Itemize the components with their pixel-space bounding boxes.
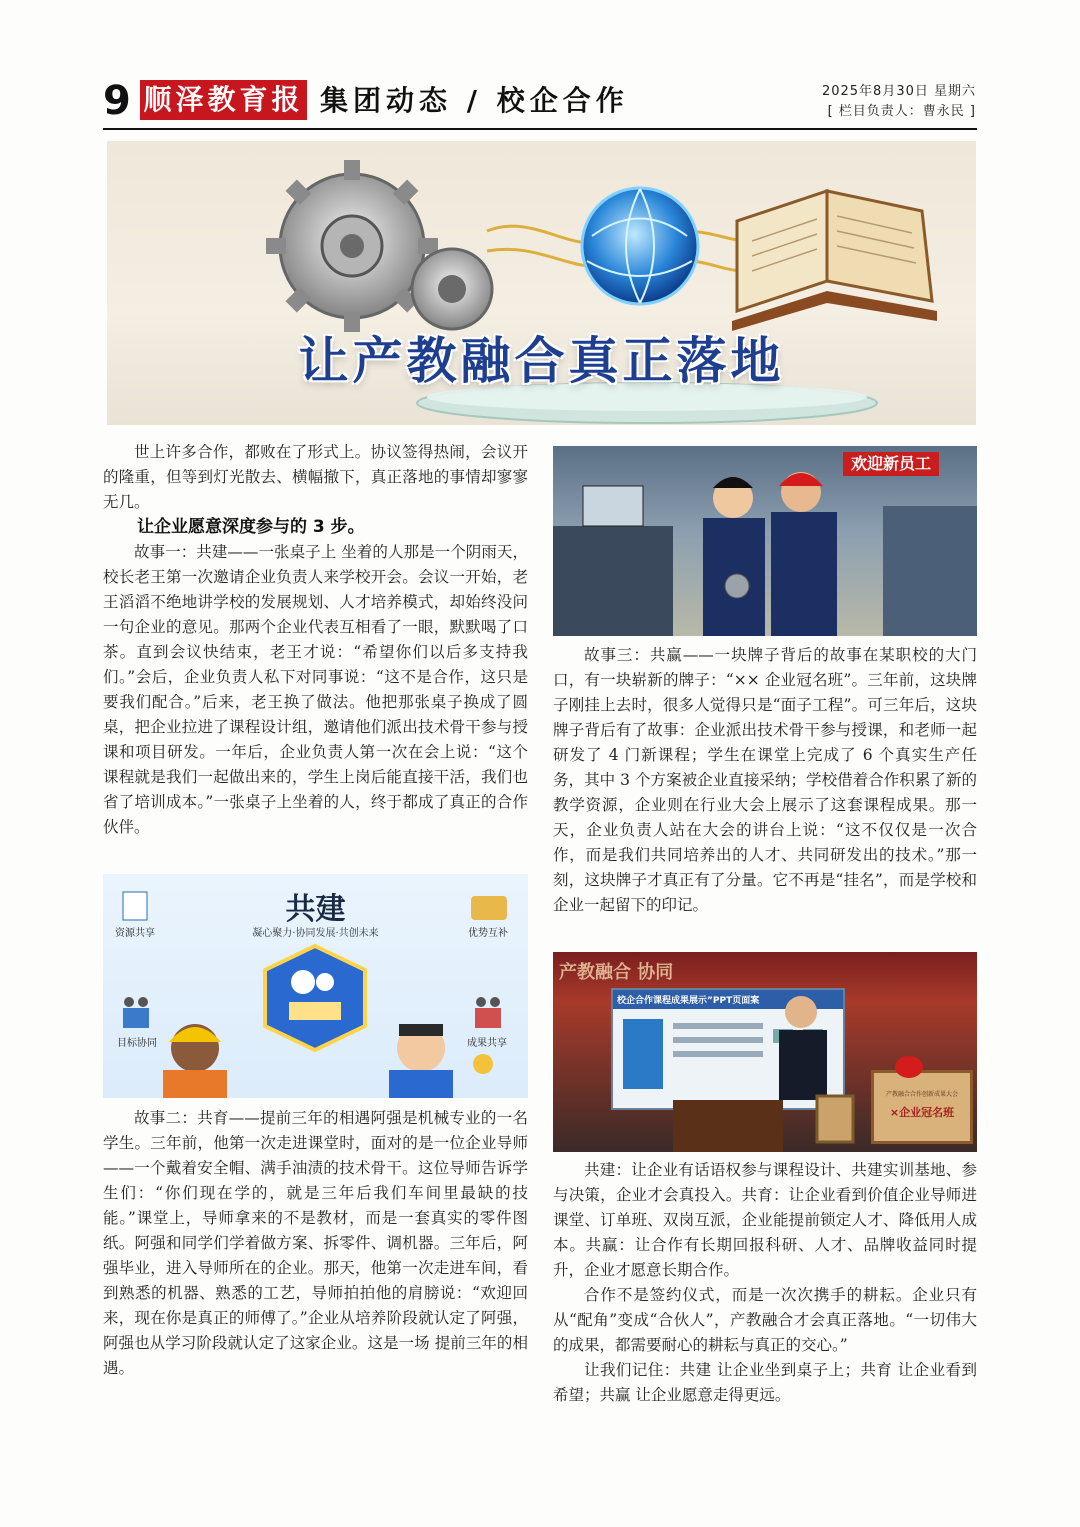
machine-right xyxy=(883,506,977,636)
label-complementary: 优势互补 xyxy=(468,928,508,939)
welcome-banner: 欢迎新员工 xyxy=(843,452,939,476)
ceremony-photo xyxy=(553,952,977,1152)
lathe-machine xyxy=(553,526,673,636)
gear-part-icon xyxy=(725,574,749,598)
infographic-art xyxy=(103,874,528,1098)
screen-title: 校企合作课程成果展示”PPT页面案 xyxy=(613,990,843,1009)
section-title: 集团动态 / 校企合作 xyxy=(320,84,629,117)
podium xyxy=(673,1100,783,1152)
book-icon xyxy=(732,191,937,331)
story-one-paragraph: 故事一：共建——一张桌子上 坐着的人那是一个阴雨天，校长老王第一次邀请企业负责人来学校开会。会议一开始，老王滔滔不绝地讲学校的发展规划、人才培养模式，却始终没问一句企业的意见。那两个企业代表互相看了一眼，默默喝了口茶。直到会议快结束，老王才说：“希望你们以后多支持我们。”会后，企业负责人私下对同事说：“这不是合作，这只是要我们配合。”后来，老王换了做法。他把那张桌子换成了圆桌，把企业拉进了课程设计组，邀请他们派出技术骨干参与授课和项目研发。一年后，企业负责人第一次在会上说：“这个课程就是我们一起做出来的，学生上岗后能直接干活，我们也省了培训成本。”一张桌子上坐着的人，终于都成了真正的合作伙伴。 xyxy=(103,543,528,836)
small-gear-icon xyxy=(412,249,492,329)
worker-figure xyxy=(163,1024,227,1098)
issue-date: 2025年8月30日 星期六 xyxy=(821,84,976,99)
puzzle-icon xyxy=(471,896,507,920)
page-number: 9 xyxy=(103,78,131,124)
right-column-text-lower xyxy=(553,1158,977,1408)
closing-paragraph: 合作不是签约仪式，而是一次次携手的耕耘。企业只有从“配角”变成“合伙人”，产教融合才会真正落地。“一切伟大的成果，都需要耐心的耕耘与真正的交心。” xyxy=(553,1286,977,1354)
intro-paragraph: 世上许多合作，都败在了形式上。协议签得热闹，会议开的隆重，但等到灯光散去、横幅撤下，真正落地的事情却寥寥无几。 xyxy=(103,443,528,511)
book-icon xyxy=(289,1002,341,1020)
trophy-icon xyxy=(473,1054,493,1074)
red-ribbon-bow xyxy=(895,1056,923,1078)
column-editor: [ 栏目负责人：曹永民 ] xyxy=(827,104,976,119)
story-two-paragraph: 故事二：共育——提前三年的相遇阿强是机械专业的一名学生。三年前，他第一次走进课堂时，面对的是一位企业导师——一个戴着安全帽、满手油渍的技术骨干。这位导师告诉学生们：“你们现在学的，就是三年后我们车间里最缺的技能。”课堂上，导师拿来的不是教材，而是一套真实的零件图纸。阿强和同学们学着做方案、拆零件、调机器。三年后，阿强毕业，进入导师所在的企业。那天，他第一次走进车间，看到熟悉的机器、熟悉的工艺，导师拍拍他的肩膀说：“欢迎回来，现在你是真正的师傅了。”企业从培养阶段就认定了阿强，阿强也从学习阶段就认定了这家企业。这是一场 提前三年的相遇。 xyxy=(103,1109,528,1377)
honor-plaque xyxy=(871,1070,973,1144)
left-column-text xyxy=(103,440,528,840)
plaque-subtitle: 产教融合合作创新成果大会 xyxy=(885,1091,958,1098)
label-resource-sharing: 资源共享 xyxy=(115,928,155,939)
portrait-frame xyxy=(817,1096,853,1142)
gear-icon xyxy=(266,160,438,332)
newspaper-masthead: 顺泽教育报 xyxy=(140,80,307,120)
plaque-title: ×企业冠名班 xyxy=(889,1106,955,1119)
mentor-figure xyxy=(771,472,837,636)
hero-title: 让产教融合真正落地 xyxy=(298,331,785,390)
cooperation-infographic xyxy=(103,874,528,1098)
globe-icon xyxy=(582,188,698,304)
story-three-paragraph: 故事三：共赢——一块牌子背后的故事在某职校的大门口，有一块崭新的牌子：“×× 企业冠名班”。三年前，这块牌子刚挂上去时，很多人觉得只是“面子工程”。可三年后，这块牌子背后有了故事：企业派出技术骨干参与授课，和老师一起研发了 4 门新课程；学生在课堂上完成了 6 个真实生产任务，其中 3 个方案被企业直接采纳；学校借着合作积累了新的教学资源，企业则在行业大会上展示了这套课程成果。那一天，企业负责人站在大会的讲台上说：“这不仅仅是一次合作，而是我们共同培养出的人才、共同研发出的技术。”那一刻，这块牌子才真正有了分量。它不再是“挂名”，而是学校和企业一起留下的印记。 xyxy=(553,646,977,914)
hero-banner xyxy=(107,141,976,425)
issue-info xyxy=(822,82,976,122)
student-figure xyxy=(703,477,765,636)
people-icon xyxy=(123,997,149,1028)
hexagon-badge xyxy=(265,946,365,1050)
label-goal-alignment: 目标协同 xyxy=(117,1038,157,1049)
infographic-subtitle: 凝心聚力·协同发展·共创未来 xyxy=(252,928,379,939)
team-icon xyxy=(475,997,501,1028)
document-icon xyxy=(123,892,147,920)
header-rule xyxy=(103,128,977,130)
stage-backdrop-text: 产教融合 协同 xyxy=(559,962,674,983)
summary-paragraph: 共建：让企业有话语权参与课程设计、共建实训基地、参与决策，企业才会真投入。共育：让企业看到价值企业导师进课堂、订单班、双岗互派，企业能提前锁定人才、降低用人成本。共赢：让合作有长期回报科研、人才、品牌收益同时提升，企业才愿意长期合作。 xyxy=(553,1161,977,1279)
final-paragraph: 让我们记住：共建 让企业坐到桌子上；共育 让企业看到希望；共赢 让企业愿意走得更远。 xyxy=(553,1361,977,1404)
infographic-title: 共建 xyxy=(285,892,346,927)
left-column-text-lower xyxy=(103,1106,528,1381)
right-column-text xyxy=(553,643,977,918)
speaker-figure xyxy=(779,996,827,1100)
gear-icon xyxy=(291,970,315,994)
steps-subhead: 让企业愿意深度参与的 3 步。 xyxy=(137,517,365,537)
engineer-figure xyxy=(389,1024,453,1098)
workshop-photo xyxy=(553,446,977,636)
label-result-sharing: 成果共享 xyxy=(467,1038,507,1049)
